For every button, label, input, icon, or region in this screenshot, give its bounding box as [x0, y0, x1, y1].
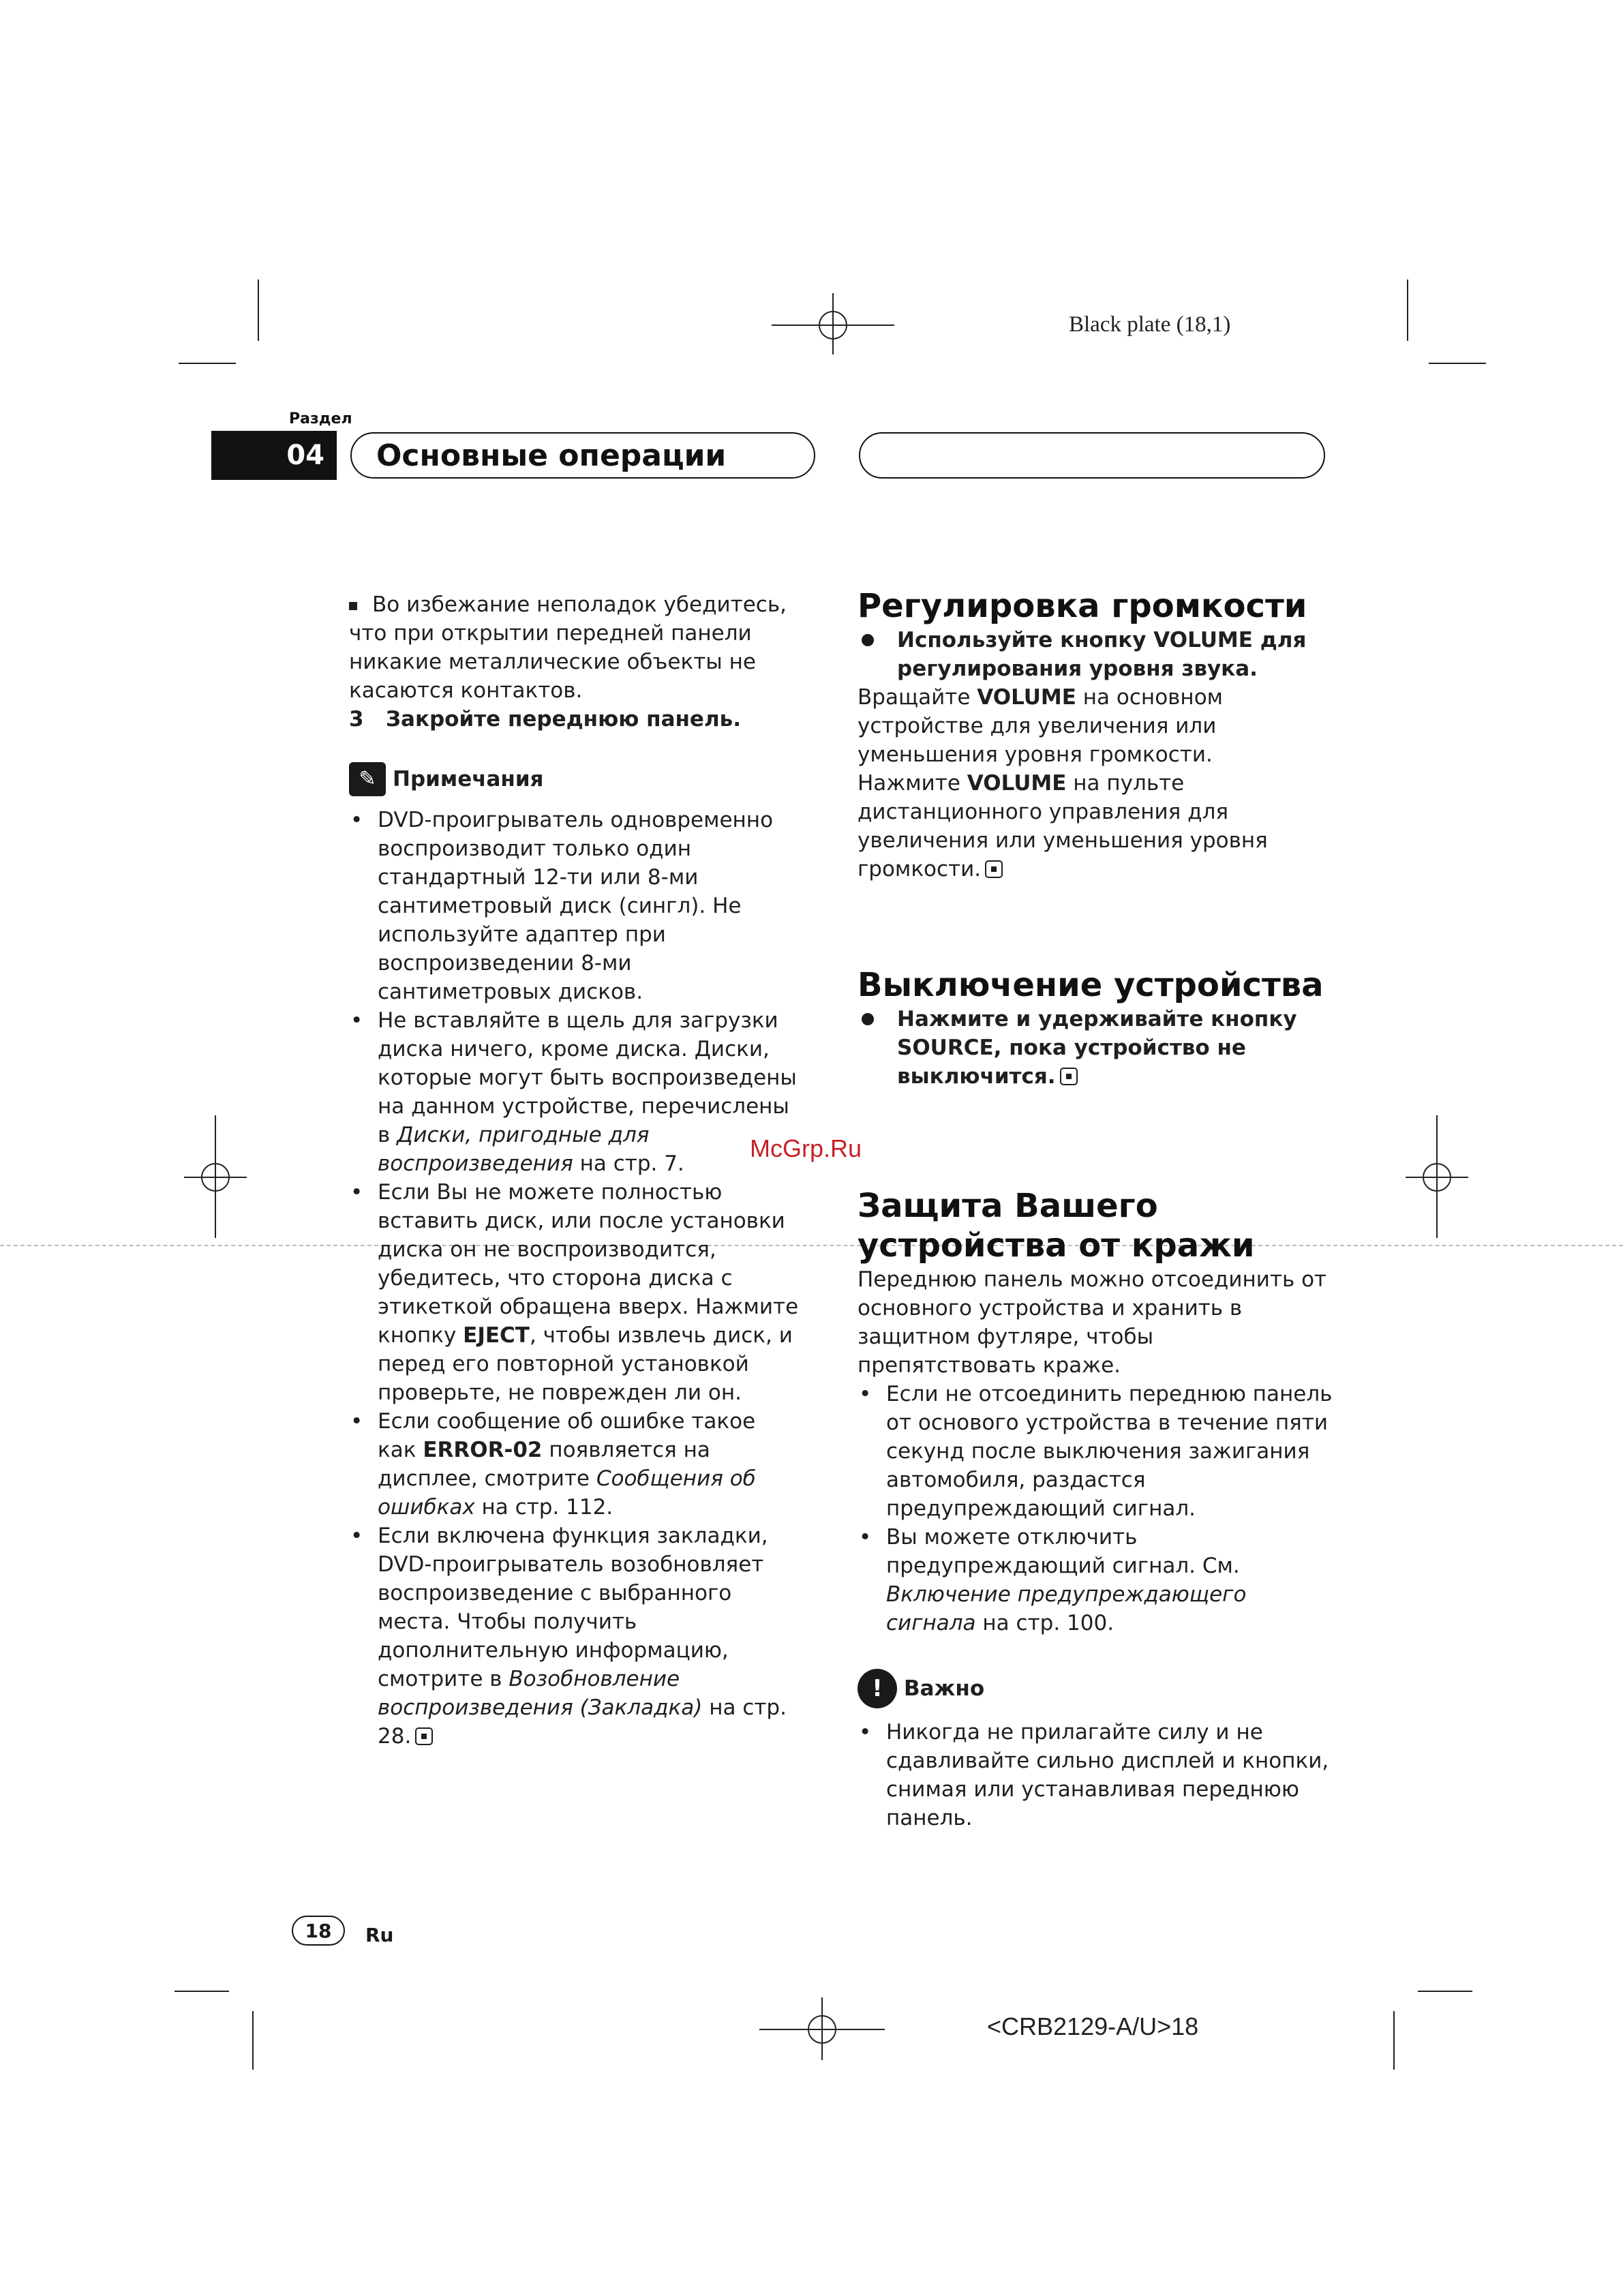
registration-mark — [201, 1163, 230, 1192]
crop-mark — [1407, 280, 1408, 341]
crop-mark — [1418, 1991, 1472, 1992]
pencil-note-icon: ✎ — [349, 762, 386, 796]
note-item: • Если сообщение об ошибке такое как ERROR-02 появляется на дисплее, смотрите Сообщения об ошибках на стр. 112. — [349, 1407, 799, 1522]
important-heading: ! Важно — [858, 1669, 1335, 1708]
cross-reference: Возобновление воспроизведения (Закладка) — [378, 1667, 703, 1720]
chapter-title: Основные операции — [350, 432, 815, 479]
theft-protection-heading: Защита Вашего устройства от кражи — [858, 1187, 1255, 1265]
volume-instruction: Используйте кнопку VOLUME для регулирования уровня звука. — [858, 626, 1335, 683]
header-blank-pill — [859, 432, 1325, 479]
volume-paragraph: Нажмите VOLUME на пульте дистанционного управления для увеличения или уменьшения уровня громкости. — [858, 771, 1268, 881]
registration-mark — [808, 2015, 836, 2044]
note-item: • DVD-проигрыватель одновременно воспроизводит только один стандартный 12-ти или 8-ми сантиметровый диск (сингл). Не используйте адаптер при воспроизведении 8-ми сантиметровых дисков. — [349, 806, 799, 1006]
key-name: EJECT — [463, 1323, 530, 1348]
cross-reference: Включение предупреждающего сигнала — [886, 1582, 1247, 1635]
document-code: <CRB2129-A/U>18 — [987, 2012, 1199, 2040]
warning-paragraph: Во избежание неполадок убедитесь, что при открытии передней панели никакие металлические объекты не касаются контактов. — [349, 592, 787, 703]
crop-mark — [258, 280, 259, 341]
chapter-number: 04 — [211, 431, 337, 480]
note-item: • Не вставляйте в щель для загрузки диска ничего, кроме диска. Диски, которые могут быть воспроизведены на данном устройстве, перечислены в Диски, пригодные для воспроизведения на стр. 7. — [349, 1006, 799, 1178]
important-warning-icon: ! — [858, 1669, 897, 1708]
note-item: • Если Вы не можете полностью вставить диск, или после установки диска он не воспроизводится, убедитесь, что сторона диска с этикеткой обращена вверх. Нажмите кнопку EJECT, чтобы извлечь диск, и перед его повторной установкой проверьте, не поврежден ли он. — [349, 1178, 799, 1407]
end-of-section-icon — [985, 860, 1003, 878]
page-language: Ru — [365, 1924, 394, 1946]
crop-mark — [1429, 363, 1486, 364]
circle-bullet-icon — [862, 634, 874, 646]
right-column — [858, 586, 1335, 1832]
section-label: Раздел — [289, 410, 352, 427]
theft-bullet: • Вы можете отключить предупреждающий сигнал. См. Включение предупреждающего сигнала на стр. 100. — [858, 1523, 1335, 1637]
note-item: • Если включена функция закладки, DVD-проигрыватель возобновляет воспроизведение с выбранного места. Чтобы получить дополнительную информацию, смотрите в Возобновление воспроизведения (Закладка) на стр. 28. — [349, 1522, 799, 1751]
cross-reference: Диски, пригодные для воспроизведения — [378, 1123, 650, 1176]
key-name: VOLUME — [977, 685, 1076, 710]
crop-mark — [179, 363, 236, 364]
registration-mark — [819, 311, 847, 339]
cross-reference: Сообщения об ошибках — [378, 1466, 756, 1520]
left-column — [349, 590, 799, 1751]
volume-heading: Регулировка громкости — [858, 587, 1307, 625]
registration-mark — [1423, 1163, 1451, 1192]
power-off-instruction: Нажмите и удерживайте кнопку SOURCE, пока устройство не выключится. — [858, 1005, 1335, 1091]
crop-mark — [252, 2011, 254, 2070]
page-number: 18 — [292, 1916, 345, 1946]
volume-paragraph: Вращайте VOLUME на основном устройстве для увеличения или уменьшения уровня громкости. — [858, 685, 1224, 767]
theft-bullet: • Если не отсоединить переднюю панель от основого устройства в течение пяти секунд после выключения зажигания автомобиля, раздастся предупреждающий сигнал. — [858, 1380, 1335, 1523]
watermark: McGrp.Ru — [750, 1134, 862, 1162]
notes-heading: ✎ Примечания — [349, 762, 799, 796]
key-name: VOLUME — [967, 771, 1067, 796]
end-of-section-icon — [415, 1727, 433, 1745]
fold-line — [0, 1245, 1623, 1246]
square-bullet-icon — [349, 602, 357, 610]
end-of-section-icon — [1060, 1068, 1078, 1085]
crop-mark — [1393, 2011, 1395, 2070]
crop-mark — [175, 1991, 229, 1992]
step-3: 3 Закройте переднюю панель. — [349, 707, 742, 731]
notes-list — [349, 806, 799, 1751]
error-code: ERROR-02 — [423, 1438, 543, 1462]
important-bullet: • Никогда не прилагайте силу и не сдавливайте сильно дисплей и кнопки, снимая или устанавливая переднюю панель. — [858, 1718, 1335, 1832]
plate-label: Black plate (18,1) — [1069, 312, 1231, 337]
theft-paragraph: Переднюю панель можно отсоединить от основного устройства и хранить в защитном футляре, чтобы препятствовать краже. — [858, 1267, 1327, 1378]
power-off-heading: Выключение устройства — [858, 966, 1324, 1004]
circle-bullet-icon — [862, 1013, 874, 1025]
